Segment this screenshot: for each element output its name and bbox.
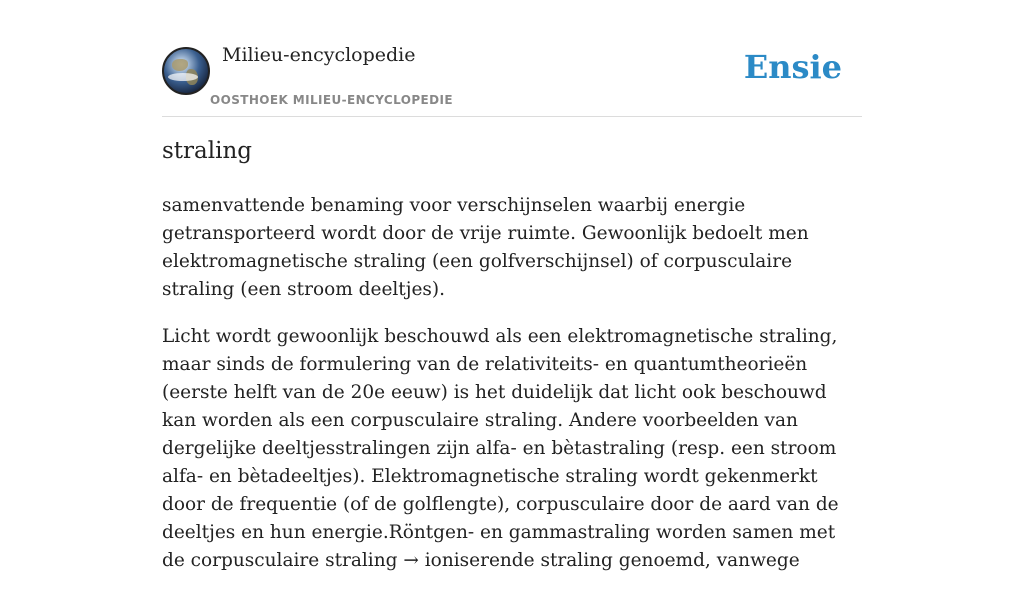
ensie-logo-link[interactable]: Ensie bbox=[743, 48, 842, 86]
term-link-ioniserende-straling[interactable]: ioniserende straling bbox=[424, 550, 613, 571]
paragraph-text-end: genoemd, vanwege bbox=[612, 550, 800, 571]
site-name[interactable]: Milieu-encyclopedie bbox=[222, 44, 416, 66]
site-subtitle: OOSTHOEK MILIEU-ENCYCLOPEDIE bbox=[210, 93, 453, 107]
site-header bbox=[162, 40, 862, 117]
page-title: straling bbox=[162, 138, 253, 164]
article-body bbox=[162, 192, 862, 594]
paragraph-text: Licht wordt gewoonlijk beschouwd als een elektromagnetische straling, maar sinds de formulering van de relativiteits- en quantumtheorieën (eerste helft van de 20e eeuw) is het duidelijk dat licht ook beschouwd kan worden als een corpusculaire straling. Andere voorbeelden van dergelijke deeltjesstralingen zijn alfa- en bètastraling (resp. een stroom alfa- en bètadeeltjes). Elektromagnetische straling wordt gekenmerkt door de frequentie (of de golflengte), corpusculaire door de aard van de deeltjes en hun energie.Röntgen- en gammastraling worden samen met de corpusculaire straling bbox=[162, 326, 839, 571]
paragraph-definition: samenvattende benaming voor verschijnselen waarbij energie getransporteerd wordt door de vrije ruimte. Gewoonlijk bedoelt men elektromagnetische straling (een golfverschijnsel) of corpusculaire straling (een stroom deeltjes). bbox=[162, 195, 809, 300]
arrow-right-icon: → bbox=[403, 550, 419, 571]
earth-globe-icon[interactable] bbox=[162, 47, 210, 95]
paragraph-explanation bbox=[162, 323, 862, 575]
